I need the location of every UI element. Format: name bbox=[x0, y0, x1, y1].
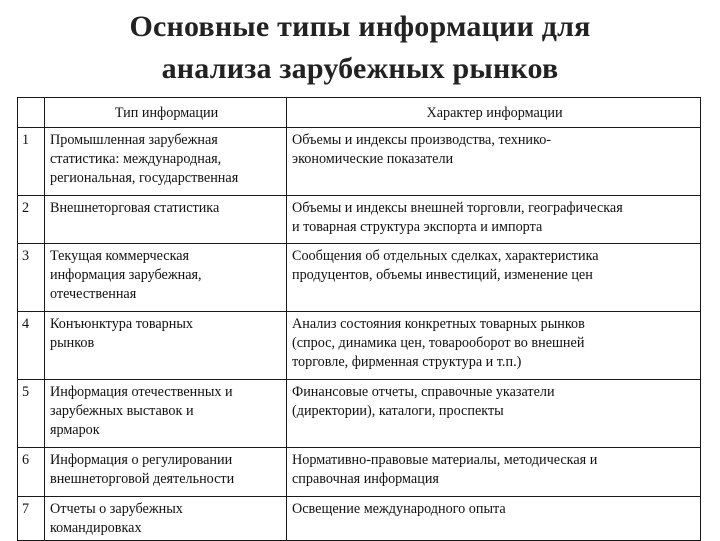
table-row bbox=[18, 128, 701, 196]
row-character-cell bbox=[287, 312, 701, 380]
cell-text: Информация отечественных и bbox=[50, 384, 233, 400]
cell-text: (директории), каталоги, проспекты bbox=[292, 403, 504, 419]
cell-text: информация зарубежная, bbox=[50, 267, 202, 283]
row-character-cell bbox=[287, 380, 701, 448]
cell-text: Сообщения об отдельных сделках, характеристика bbox=[292, 248, 599, 264]
cell-text: зарубежных выставок и bbox=[50, 403, 194, 419]
row-type-cell bbox=[45, 244, 287, 312]
cell-text: экономические показатели bbox=[292, 151, 454, 167]
cell-text: рынков bbox=[50, 335, 95, 351]
row-type-cell bbox=[45, 312, 287, 380]
cell-text: Отчеты о зарубежных bbox=[50, 501, 183, 517]
cell-text: внешнеторговой деятельности bbox=[50, 471, 235, 487]
cell-text: Анализ состояния конкретных товарных рынков bbox=[292, 316, 585, 332]
cell-text: Финансовые отчеты, справочные указатели bbox=[292, 384, 555, 400]
table-header-row bbox=[18, 98, 701, 128]
cell-text: Информация о регулировании bbox=[50, 452, 233, 468]
cell-text: региональная, государственная bbox=[50, 170, 239, 186]
row-number: 7 bbox=[18, 497, 45, 541]
table-row bbox=[18, 448, 701, 497]
cell-text: Объемы и индексы внешней торговли, географическая bbox=[292, 200, 623, 216]
table-row bbox=[18, 380, 701, 448]
cell-text: Конъюнктура товарных bbox=[50, 316, 193, 332]
cell-text: статистика: международная, bbox=[50, 151, 222, 167]
page-title bbox=[0, 6, 720, 90]
row-type-cell bbox=[45, 196, 287, 244]
cell-text: Текущая коммерческая bbox=[50, 248, 190, 264]
row-type-cell bbox=[45, 497, 287, 541]
page-title-line-1: Основные типы информации для bbox=[129, 10, 591, 43]
table-row bbox=[18, 196, 701, 244]
cell-text: продуцентов, объемы инвестиций, изменение цен bbox=[292, 267, 593, 283]
header-type: Тип информации bbox=[45, 98, 287, 128]
cell-text: и товарная структура экспорта и импорта bbox=[292, 219, 543, 235]
row-character-cell bbox=[287, 196, 701, 244]
cell-text: Объемы и индексы производства, технико- bbox=[292, 132, 552, 148]
cell-text: Освещение международного опыта bbox=[292, 501, 506, 517]
header-character: Характер информации bbox=[287, 98, 701, 128]
table-row bbox=[18, 312, 701, 380]
cell-text: командировках bbox=[50, 520, 142, 536]
cell-text: Нормативно-правовые материалы, методическая и bbox=[292, 452, 598, 468]
row-character-cell bbox=[287, 497, 701, 541]
row-number: 6 bbox=[18, 448, 45, 497]
table-row bbox=[18, 497, 701, 541]
cell-text: ярмарок bbox=[50, 422, 100, 438]
row-character-cell bbox=[287, 448, 701, 497]
row-number: 5 bbox=[18, 380, 45, 448]
table-row bbox=[18, 244, 701, 312]
row-number: 1 bbox=[18, 128, 45, 196]
row-character-cell bbox=[287, 244, 701, 312]
row-type-cell bbox=[45, 128, 287, 196]
row-character-cell bbox=[287, 128, 701, 196]
row-type-cell bbox=[45, 448, 287, 497]
page-title-line-2: анализа зарубежных рынков bbox=[161, 52, 559, 85]
info-types-table bbox=[17, 97, 701, 541]
row-type-cell bbox=[45, 380, 287, 448]
cell-text: Внешнеторговая статистика bbox=[50, 200, 220, 216]
row-number: 4 bbox=[18, 312, 45, 380]
row-number: 3 bbox=[18, 244, 45, 312]
cell-text: отечественная bbox=[50, 286, 137, 302]
cell-text: справочная информация bbox=[292, 471, 439, 487]
header-num bbox=[18, 98, 45, 128]
cell-text: торговле, фирменная структура и т.п.) bbox=[292, 354, 522, 370]
row-number: 2 bbox=[18, 196, 45, 244]
cell-text: (спрос, динамика цен, товарооборот во внешней bbox=[292, 335, 585, 351]
cell-text: Промышленная зарубежная bbox=[50, 132, 218, 148]
